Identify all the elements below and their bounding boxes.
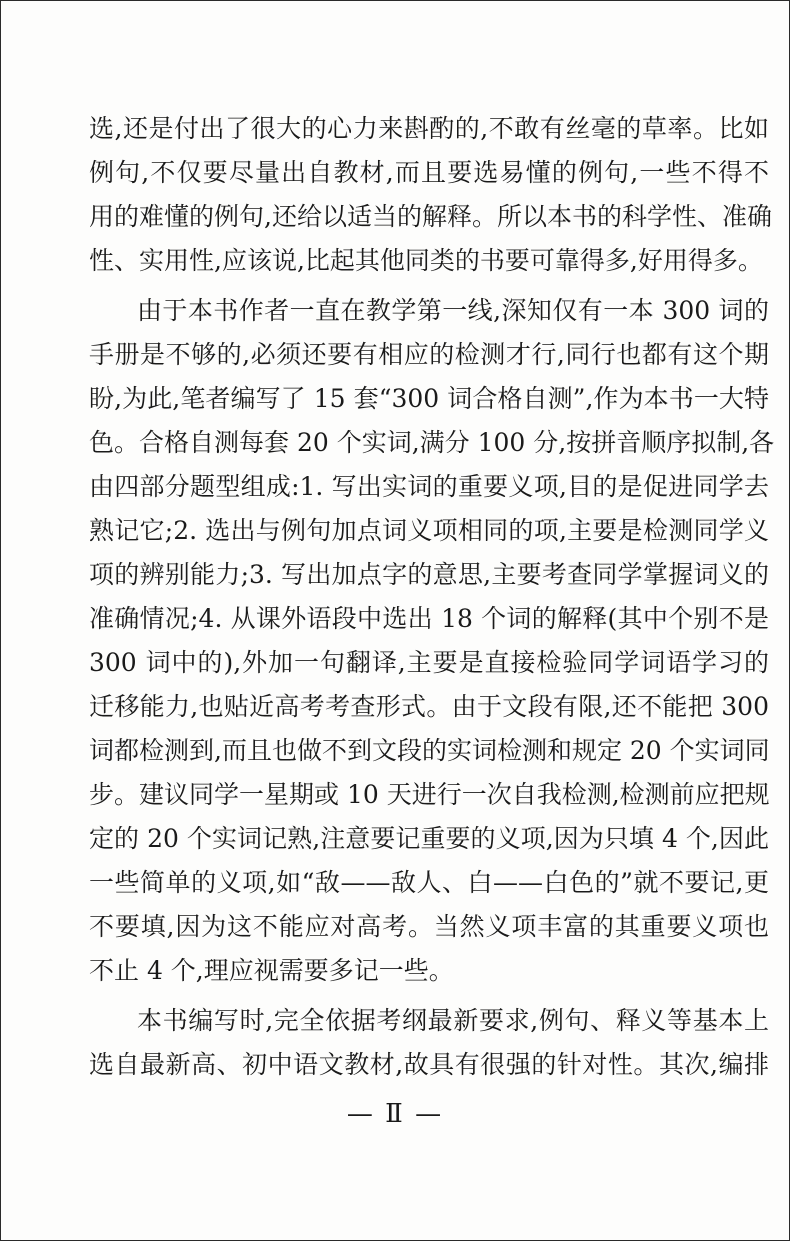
text-line: 准确情况;4. 从课外语段中选出 18 个词的解释(其中个别不是 (89, 604, 769, 633)
text-line: 定的 20 个实词记熟,注意要记重要的义项,因为只填 4 个,因此 (89, 824, 769, 853)
text-line: 选,还是付出了很大的心力来斟酌的,不敢有丝毫的草率。比如 (89, 114, 769, 143)
text-line: 色。合格自测每套 20 个实词,满分 100 分,按拼音顺序拟制,各 (89, 428, 775, 457)
paragraph-first-line: 由于本书作者一直在教学第一线,深知仅有一本 300 词的 (137, 296, 769, 325)
text-line: 不要填,因为这不能应对高考。当然义项丰富的其重要义项也 (89, 912, 769, 941)
text-line: 步。建议同学一星期或 10 天进行一次自我检测,检测前应把规 (89, 780, 770, 809)
text-line: 不止 4 个,理应视需要多记一些。 (89, 956, 454, 985)
text-line: 熟记它;2. 选出与例句加点词义项相同的项,主要是检测同学义 (89, 516, 769, 545)
text-line: 一些简单的义项,如“敌——敌人、白——白色的”就不要记,更 (89, 868, 769, 897)
text-line: 迁移能力,也贴近高考考查形式。由于文段有限,还不能把 300 (89, 692, 769, 721)
text-line: 用的难懂的例句,还给以适当的解释。所以本书的科学性、准确 (89, 202, 772, 231)
page-number: — Ⅱ — (346, 1099, 444, 1129)
text-line: 由四部分题型组成:1. 写出实词的重要义项,目的是促进同学去 (89, 472, 769, 501)
paragraph-first-line: 本书编写时,完全依据考纲最新要求,例句、释义等基本上 (137, 1006, 769, 1035)
text-line: 手册是不够的,必须还要有相应的检测才行,同行也都有这个期 (89, 340, 769, 369)
text-line: 性、实用性,应该说,比起其他同类的书要可靠得多,好用得多。 (89, 246, 763, 275)
text-line: 选自最新高、初中语文教材,故具有很强的针对性。其次,编排 (89, 1050, 769, 1079)
text-line: 项的辨别能力;3. 写出加点字的意思,主要考查同学掌握词义的 (89, 560, 769, 589)
text-line: 例句,不仅要尽量出自教材,而且要选易懂的例句,一些不得不 (89, 158, 769, 187)
text-line: 300 词中的),外加一句翻译,主要是直接检验同学词语学习的 (89, 648, 769, 677)
text-line: 词都检测到,而且也做不到文段的实词检测和规定 20 个实词同 (89, 736, 770, 765)
text-line: 盼,为此,笔者编写了 15 套“300 词合格自测”,作为本书一大特 (89, 384, 769, 413)
